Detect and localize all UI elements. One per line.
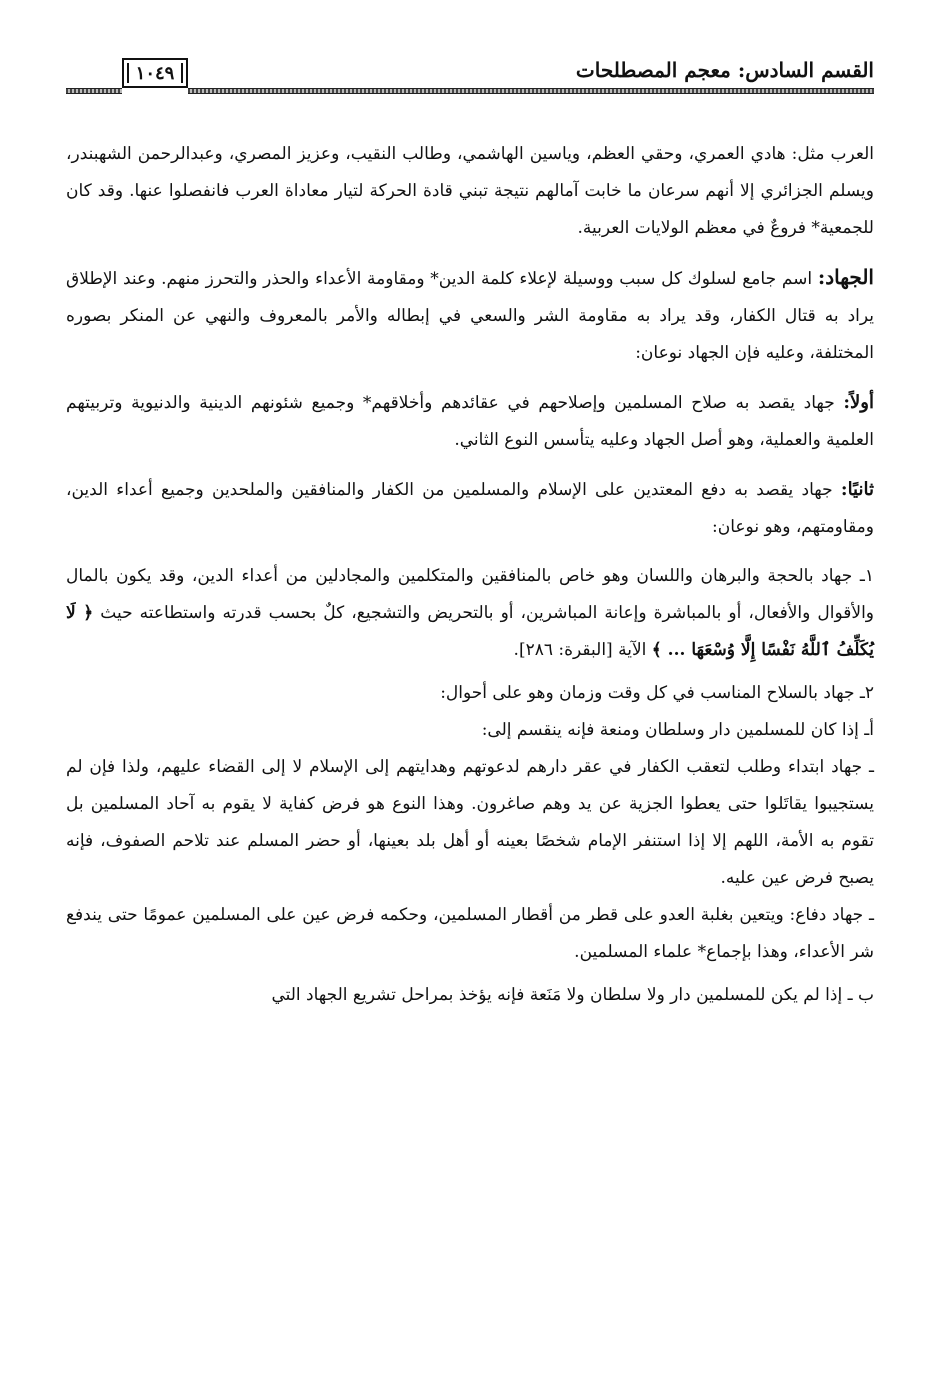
list-item-2a-offensive: ـ جهاد ابتداء وطلب لتعقب الكفار في عقر دارهم لدعوتهم وهدايتهم إلى الإسلام لا إلى القضاء عليهم، ولذا فإن لم يستجيبوا يقاتَلوا حتى يعطوا الجزية عن يد وهم صاغرون. وهذا النوع هو فرض كفاية لا يقوم به آحاد المسلمين بل تقوم به الأمة، اللهم إلا إذا استنفر الإمام شخصًا بعينه أو أهل بلد بعينها، أو حضر المسلم عند تلاحم الصفوف، فإنه يصبح فرض عين عليه.: [66, 757, 874, 888]
page-header: [66, 50, 874, 100]
header-rule: [188, 88, 874, 94]
list-item-2b: ب ـ إذا لم يكن للمسلمين دار ولا سلطان ولا مَنَعة فإنه يؤخذ بمراحل تشريع الجهاد التي: [271, 985, 874, 1005]
term-heading: الجهاد:: [817, 265, 874, 289]
list-item-1: [66, 558, 874, 669]
second-text: جهاد يقصد به دفع المعتدين على الإسلام والمسلمين من الكفار والمنافقين والملحدين وجميع أعداء الدين، ومقاومتهم، وهو نوعان:: [66, 480, 874, 537]
first-text: جهاد يقصد به صلاح المسلمين وإصلاحهم في عقائدهم وأخلاقهم* وجميع شئونهم الدينية والدنيوية وتربيتهم العلمية والعملية، وهو أصل الجهاد وعليه يتأسس النوع الثاني.: [66, 393, 874, 450]
page-number: ١٠٤٩: [122, 58, 188, 88]
item1-text: ١ـ جهاد بالحجة والبرهان واللسان وهو خاص بالمنافقين والمتكلمين والمجادلين من أعداء الدين، وقد يكون بالمال والأقوال والأفعال، أو بالمباشرة وإعانة المباشرين، أو بالتحريض والتشجيع، كلٌ بحسب قدرته واستطاعته حيث: [66, 566, 874, 623]
page-body: [66, 136, 874, 1014]
paragraph-intro: العرب مثل: هادي العمري، وحقي العظم، وياسين الهاشمي، وطالب النقيب، وعزيز المصري، وعبدالرحمن الشهبندر، ويسلم الجزائري إلا أنهم سرعان ما خابت آمالهم نتيجة تبني قادة الحركة لتيار معاداة العرب فانفصلوا عنها. وقد كان للجمعية* فروعٌ في معظم الولايات العربية.: [66, 144, 874, 238]
item1-reference: [البقرة: ٢٨٦].: [513, 640, 613, 660]
second-label: ثانيًا:: [840, 479, 874, 500]
document-page: [66, 50, 874, 1360]
quran-verse: ﴿ لَا يُكَلِّفُ ٱللَّهُ نَفْسًا إِلَّا وُسْعَهَا ... ﴾: [66, 603, 874, 660]
paragraph-second-type: [66, 471, 874, 546]
list-item-2a-defensive: ـ جهاد دفاع: ويتعين بغلبة العدو على قطر من أقطار المسلمين، وحكمه فرض عين على المسلمين عمومًا حتى يندفع شر الأعداء، وهذا بإجماع* علماء المسلمين.: [66, 905, 874, 962]
list-item-2a: أـ إذا كان للمسلمين دار وسلطان ومنعة فإنه ينقسم إلى:: [481, 720, 874, 740]
list-item-2: ٢ـ جهاد بالسلاح المناسب في كل وقت وزمان وهو على أحوال:: [440, 683, 874, 703]
first-label: أولاً:: [843, 392, 874, 413]
paragraph-first-type: [66, 384, 874, 459]
term-definition: اسم جامع لسلوك كل سبب ووسيلة لإعلاء كلمة الدين* ومقاومة الأعداء والحذر والتحرز منهم. وعند الإطلاق يراد به قتال الكفار، وقد يراد به مقاومة الشر والسعي في إبطاله والأمر بالمعروف والنهي عن المنكر بصوره المختلفة، وعليه فإن الجهاد نوعان:: [66, 269, 874, 363]
header-rule-left: [66, 88, 122, 94]
running-title: القسم السادس: معجم المصطلحات: [575, 58, 874, 82]
paragraph-jihad-definition: [66, 259, 874, 372]
item1-aya: الآية: [618, 640, 647, 660]
